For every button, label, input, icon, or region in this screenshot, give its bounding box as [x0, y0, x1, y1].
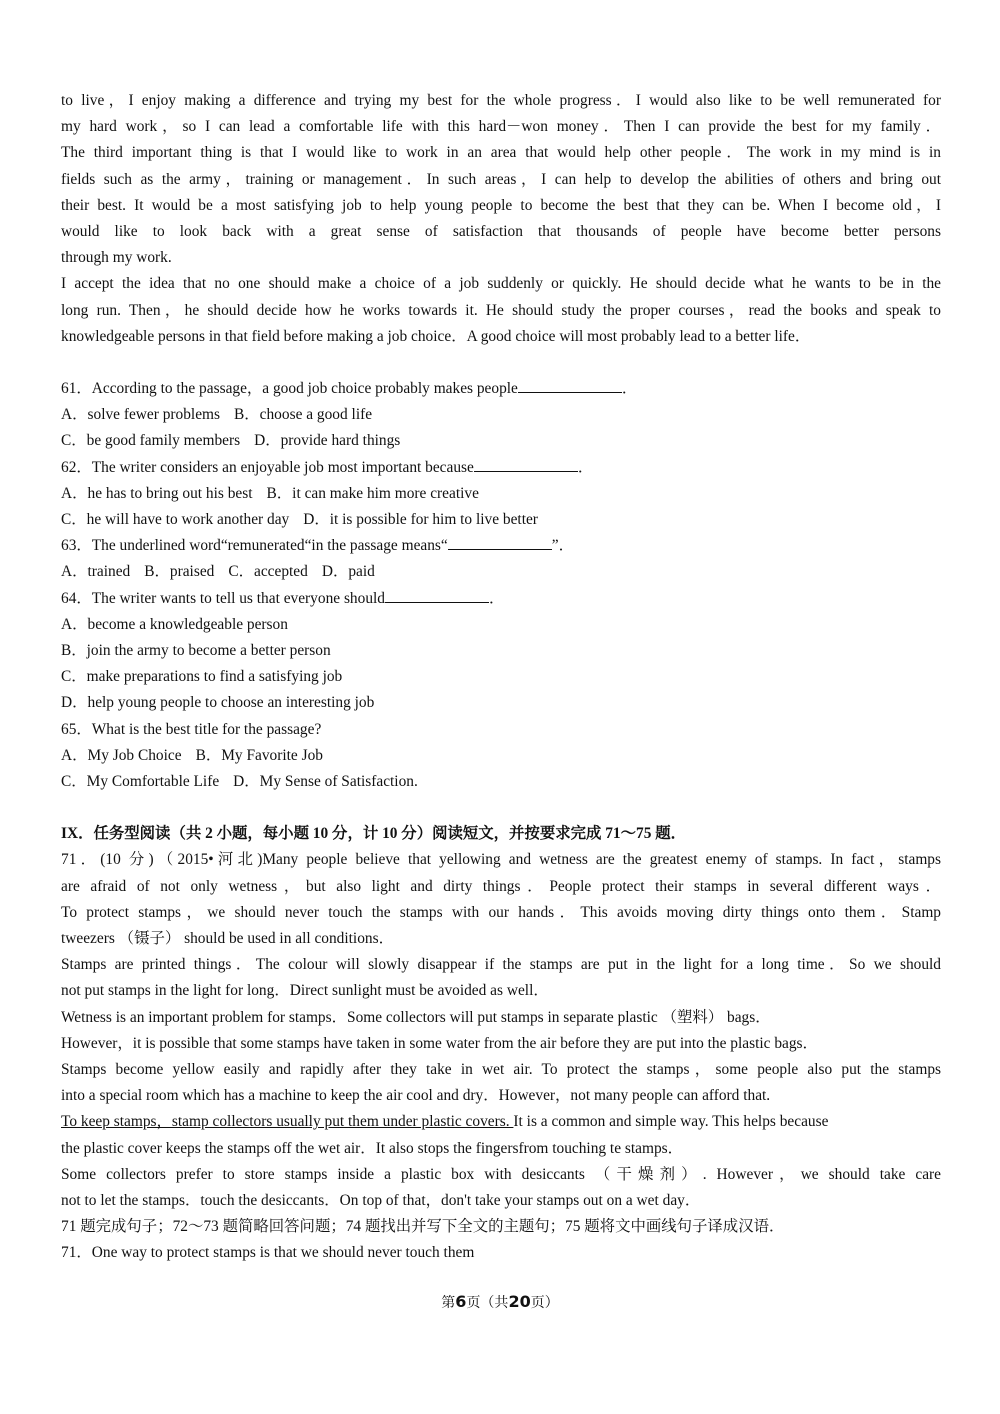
- passage-line: tweezers （镊子） should be used in all conditions．: [61, 930, 394, 947]
- option-d[interactable]: D．My Sense of Satisfaction.: [233, 772, 418, 790]
- passage-line: are afraid of not only wetness，but also light and dirty things．People protect their stamps in several different ways．: [61, 877, 941, 895]
- question-options: [61, 507, 941, 533]
- passage-line: would like to look back with a great sense of satisfaction that thousands of people have become better persons: [61, 222, 941, 240]
- answer-blank[interactable]: [518, 378, 622, 393]
- passage-line: through my work.: [61, 249, 172, 267]
- option-a[interactable]: A．he has to bring out his best: [61, 484, 253, 502]
- question-options: [61, 402, 941, 428]
- passage-line: To protect stamps，we should never touch the stamps with our hands．This avoids moving dirty things onto them．Stamp: [61, 903, 941, 921]
- page-number: 6: [455, 1292, 467, 1311]
- passage-line: Some collectors prefer to store stamps inside a plastic box with desiccants （干燥剂）. However，we should take care: [61, 1165, 941, 1183]
- passage-line: into a special room which has a machine to keep the air cool and dry．However，not many people can afford that.: [61, 1087, 771, 1105]
- passage-line: their best. It would be a most satisfying job to help young people to become the best that they can be. When I become old，I: [61, 196, 941, 214]
- option-d[interactable]: D．provide hard things: [254, 432, 401, 450]
- passage-line: Stamps become yellow easily and rapidly after they take in wet air. To protect the stamps，some people also put the stamps: [61, 1060, 941, 1078]
- option-a[interactable]: A．trained: [61, 563, 131, 581]
- option-c[interactable]: C．be good family members: [61, 432, 241, 450]
- passage-line: to live，I enjoy making a difference and trying my best for the whole progress．I would also like to be well remunerated for: [61, 92, 941, 109]
- passage-line: the plastic cover keeps the stamps off the wet air．It also stops the fingersfrom touching te stamps．: [61, 1139, 684, 1157]
- passage-line: However，it is possible that some stamps have taken in some water from the air before they are put into the plastic bags．: [61, 1034, 818, 1052]
- passage-line: fields such as the army，training or management．In such areas，I can help to develop the abilities of others and bring out: [61, 170, 941, 188]
- passage-line: The third important thing is that I would like to work in an area that would help other people．The work in my mind is in: [61, 144, 941, 162]
- option-c[interactable]: C．My Comfortable Life: [61, 772, 220, 790]
- passage-line: Stamps are printed things．The colour will slowly disappear if the stamps are put in the light for a long time．So we should: [61, 956, 941, 974]
- option-b[interactable]: B．My Favorite Job: [195, 746, 323, 764]
- passage-line: not put stamps in the light for long．Direct sunlight must be avoided as well．: [61, 982, 549, 1000]
- option-b[interactable]: B．it can make him more creative: [266, 484, 479, 502]
- option-d[interactable]: D．paid: [321, 563, 375, 581]
- question-options: [61, 559, 941, 585]
- section-heading: IX．任务型阅读（共 2 小题，每小题 10 分，计 10 分）阅读短文，并按要求完成 71～75 题．: [61, 825, 687, 843]
- passage-line: Wetness is an important problem for stamps．Some collectors will put stamps in separate plastic （塑料） bags．: [61, 1008, 771, 1026]
- underlined-sentence: To keep stamps，stamp collectors usually put them under plastic covers.: [61, 1113, 514, 1131]
- option-a[interactable]: A．become a knowledgeable person: [61, 615, 288, 633]
- answer-blank[interactable]: [448, 535, 552, 550]
- passage-line: I accept the idea that no one should make a choice of a job suddenly or quickly. He should decide what he wants to be in the: [61, 275, 941, 293]
- question-62: 62．The writer considers an enjoyable job most important because ．: [61, 458, 594, 476]
- option-a[interactable]: A．solve fewer problems: [61, 406, 220, 424]
- task-instructions: 71 题完成句子；72～73 题简略回答问题；74 题找出并写下全文的主题句；75 题将文中画线句子译成汉语．: [61, 1218, 785, 1236]
- option-c[interactable]: C．make preparations to find a satisfying job: [61, 668, 343, 686]
- passage-line: my hard work，so I can lead a comfortable life with this hard－won money．Then I can provide the best for my family．: [61, 118, 941, 136]
- option-a[interactable]: A．My Job Choice: [61, 746, 182, 764]
- option-c[interactable]: C．accepted: [228, 563, 308, 581]
- passage-line: 71．(10 分)（2015•河北)Many people believe that yellowing and wetness are the greatest enemy of stamps. In fact，stamps: [61, 851, 941, 869]
- passage-line: knowledgeable persons in that field before making a job choice．A good choice will most probably lead to a better life．: [61, 327, 811, 345]
- question-options: [61, 743, 941, 769]
- option-b[interactable]: B．join the army to become a better person: [61, 641, 331, 659]
- page-total: 20: [508, 1292, 531, 1311]
- page-content: [61, 88, 941, 1266]
- question-options: [61, 481, 941, 507]
- passage-line: long run. Then，he should decide how he works towards it. He should study the proper courses，read the books and speak to: [61, 301, 941, 319]
- option-b[interactable]: B．praised: [144, 563, 215, 581]
- answer-blank[interactable]: [385, 588, 489, 603]
- page-footer: 第6页（共20页）: [441, 1292, 559, 1311]
- question-64: 64．The writer wants to tell us that everyone should ．: [61, 589, 505, 607]
- question-61: 61．According to the passage，a good job choice probably makes people ．: [61, 380, 638, 398]
- question-options: [61, 428, 941, 454]
- option-d[interactable]: D．help young people to choose an interesting job: [61, 694, 375, 712]
- passage-line: not to let the stamps．touch the desiccants．On top of that，don't take your stamps out on a wet day．: [61, 1191, 701, 1209]
- option-b[interactable]: B．choose a good life: [234, 406, 373, 424]
- option-d[interactable]: D．it is possible for him to live better: [303, 511, 538, 528]
- question-71: 71．One way to protect stamps is that we should never touch them: [61, 1244, 475, 1262]
- question-options: [61, 769, 941, 795]
- answer-blank[interactable]: [474, 457, 578, 472]
- passage-line: To keep stamps，stamp collectors usually put them under plastic covers. It is a common and simple way. This helps because: [61, 1113, 829, 1131]
- option-c[interactable]: C．he will have to work another day: [61, 511, 290, 528]
- question-63: 63．The underlined word“remunerated“in the passage means“ ”．: [61, 537, 574, 555]
- question-65: 65．What is the best title for the passage?: [61, 720, 322, 738]
